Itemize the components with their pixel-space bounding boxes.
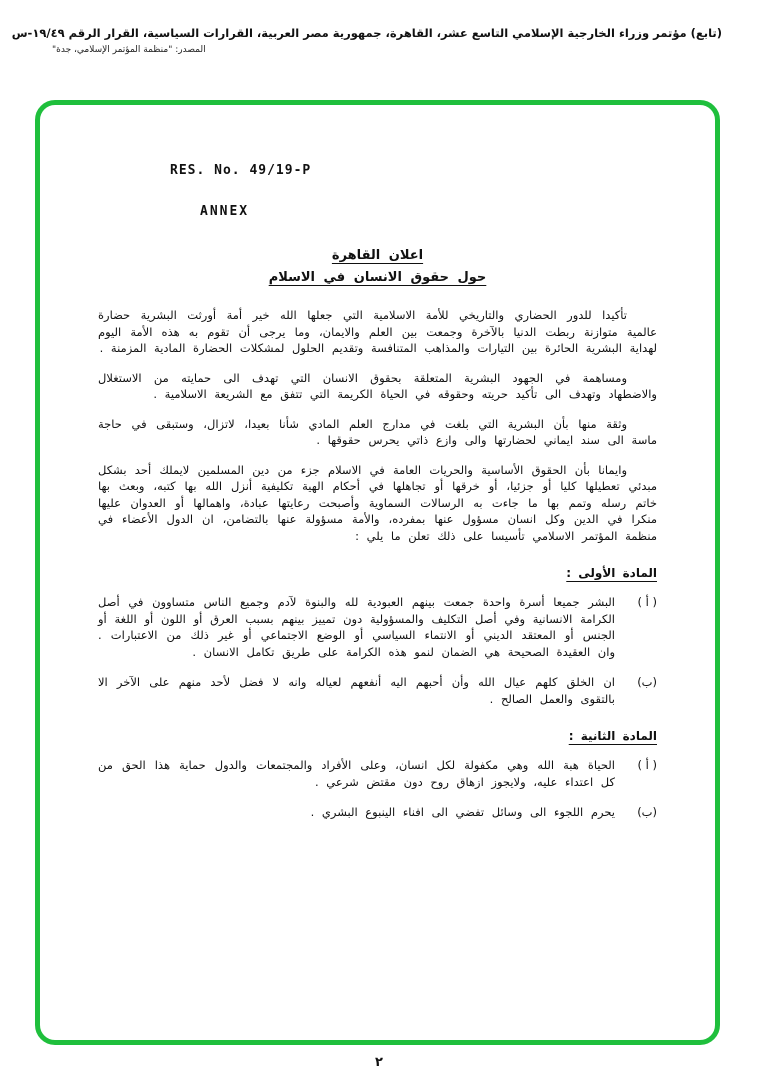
document-title-block <box>98 245 657 289</box>
item-text: يحرم اللجوء الى وسائل تفضي الى افناء الينبوع البشري . <box>310 805 615 819</box>
article-2-item-a <box>98 757 657 790</box>
article-1-item-b <box>98 674 657 707</box>
preamble-paragraph: ومساهمة في الجهود البشرية المتعلقة بحقوق الانسان التي تهدف الى حمايته من الاستغلال والاضطهاد وتهدف الى تأكيد حريته وحقوقه في الحياة الكريمة التي تتفق مع الشريعة الاسلامية . <box>98 370 657 401</box>
item-text: البشر جميعا أسرة واحدة جمعت بينهم العبودية لله والبنوة لآدم وجميع الناس متساوون في أصل الكرامة الانسانية وفي أصل التكليف والمسؤولية دون تمييز بينهم بسبب العرق أو اللون أو اللغة أو الجنس أو المعتقد الديني أو الانتماء السياسي أو الوضع الاجتماعي أو غير ذلك من الاعتبارات . وان العقيدة الصحيحة هي الضمان لنمو هذه الكرامة على طريق تكامل الانسان . <box>98 595 615 659</box>
document-header <box>11 26 722 55</box>
item-marker: ( أ ) <box>637 595 657 609</box>
article-1-section <box>98 566 657 707</box>
item-marker: (ب) <box>637 675 657 689</box>
annex-label: ANNEX <box>200 204 250 219</box>
item-marker: ( أ ) <box>637 758 657 772</box>
article-2-item-b <box>98 804 657 821</box>
page-footer <box>0 1051 758 1070</box>
resolution-number: RES. No. 49/19-P <box>170 163 312 178</box>
article-2-section <box>98 729 657 821</box>
preamble-paragraph: وايمانا بأن الحقوق الأساسية والحريات العامة في الاسلام جزء من دين المسلمين لايملك أحد بشكل مبدئي تعطيلها كليا أو جزئيا، أو خرقها أو تجاهلها في أحكام الهية تكليفية أنزل الله بها كتبه، وبعث بها خاتم رسله وتمم بها ما جاءت به الرسالات السماوية وأصبحت رعايتها عبادة، واهمالها أو العدوان عليها منكرا في الدين وكل انسان مسؤول عنها بمفرده، والأمة مسؤولة عنها بالتضامن، ان الدول الأعضاء في منظمة المؤتمر الاسلامي تأسيسا على ذلك تعلن ما يلي : <box>98 462 657 543</box>
title-line-2: حول حقوق الانسان في الاسلام <box>268 270 487 285</box>
item-marker: (ب) <box>637 805 657 819</box>
title-line-1: اعلان القاهرة <box>331 248 424 263</box>
green-border-frame <box>35 100 720 1045</box>
article-1-heading: المادة الأولى : <box>566 566 657 580</box>
preamble-paragraph: تأكيدا للدور الحضاري والتاريخي للأمة الاسلامية التي جعلها الله خير أمة أورثت البشرية حضارة عالمية متوازنة ربطت الدنيا بالآخرة وجمعت بين العلم والايمان، وما يرجى أن تقوم به هذه الأمة اليوم لهداية البشرية الحائرة بين التيارات والمذاهب المتنافسة وتقديم الحلول لمشكلات الحضارة المادية المزمنة . <box>98 308 657 355</box>
preamble-section <box>98 307 657 544</box>
frame-content <box>40 105 715 845</box>
resolution-id-block <box>98 163 657 219</box>
header-source-line: المصدر: "منظمة المؤتمر الإسلامي، جدة" <box>52 45 206 55</box>
header-citation-line: (تابع) مؤتمر وزراء الخارجية الإسلامي التاسع عشر، القاهرة، جمهورية مصر العربية، القرارات السياسية، القرار الرقم ١٩/٤٩-س <box>11 26 722 40</box>
page-number: ٢ <box>375 1055 383 1070</box>
preamble-paragraph: وثقة منها بأن البشرية التي بلغت في مدارج العلم المادي شأنا بعيدا، لاتزال، وستبقى في حاجة ماسة الى سند ايماني لحضارتها والى وازع ذاتي يحرس حقوقها . <box>98 416 657 447</box>
item-text: ان الخلق كلهم عيال الله وأن أحبهم اليه أنفعهم لعياله وانه لا فضل لأحد منهم على الآخر الا بالتقوى والعمل الصالح . <box>98 675 615 706</box>
article-2-heading: المادة الثانية : <box>568 729 657 743</box>
item-text: الحياة هبة الله وهي مكفولة لكل انسان، وعلى الأفراد والمجتمعات والدول حماية هذا الحق من كل اعتداء عليه، ولايجوز ازهاق روح دون مقتض شرعي . <box>98 758 615 789</box>
article-1-item-a <box>98 594 657 660</box>
